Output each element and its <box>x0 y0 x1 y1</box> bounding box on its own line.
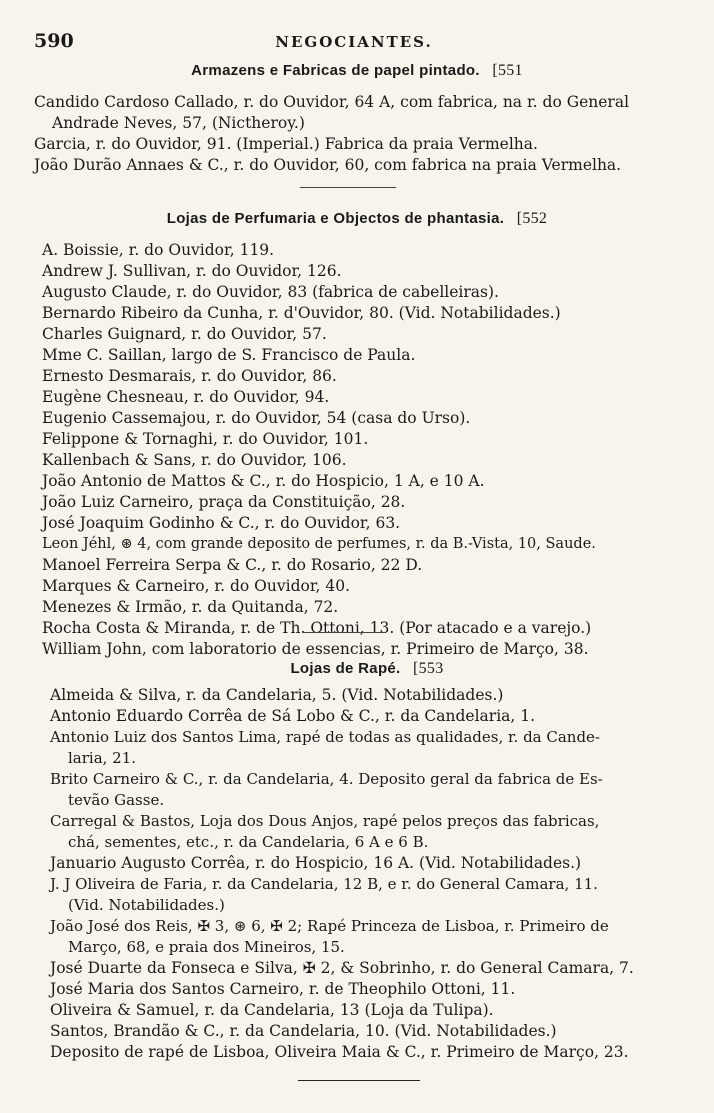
list-item <box>42 261 342 282</box>
entry-line: Januario Augusto Corrêa, r. do Hospicio, 16 A. (Vid. Notabilidades.) <box>50 854 582 872</box>
entry-line: Brito Carneiro & C., r. da Candelaria, 4. Deposito geral da fabrica de Es- <box>50 770 603 788</box>
entry-line: Bernardo Ribeiro da Cunha, r. d'Ouvidor, 80. (Vid. Notabilidades.) <box>42 304 561 322</box>
list-item <box>42 555 422 576</box>
entry-line-cont: (Vid. Notabilidades.) <box>68 896 225 914</box>
entry-line: Mme C. Saillan, largo de S. Francisco de Paula. <box>42 346 416 364</box>
list-item <box>50 916 609 958</box>
list-item <box>42 597 338 618</box>
end-divider <box>298 1080 420 1081</box>
entry-line: Menezes & Irmão, r. da Quitanda, 72. <box>42 598 339 616</box>
entry-line: Leon Jéhl, ⊛ 4, com grande deposito de perfumes, r. da B.-Vista, 10, Saude. <box>42 536 596 552</box>
list-item <box>50 1042 629 1063</box>
entry-line: J. J Oliveira de Faria, r. da Candelaria, 12 B, e r. do General Camara, 11. <box>50 875 598 893</box>
entry-line: Manoel Ferreira Serpa & C., r. do Rosario, 22 D. <box>42 556 423 574</box>
entry-line: Deposito de rapé de Lisboa, Oliveira Maia & C., r. Primeiro de Março, 23. <box>50 1043 629 1061</box>
list-item <box>42 345 415 366</box>
list-item <box>50 1021 557 1042</box>
section-number: [551 <box>492 62 523 79</box>
section-title-text: Lojas de Rapé. <box>290 660 401 677</box>
entry-line-cont: tevão Gasse. <box>68 791 165 809</box>
entry-line: Charles Guignard, r. do Ouvidor, 57. <box>42 325 327 343</box>
entry-line: Santos, Brandão & C., r. da Candelaria, 10. (Vid. Notabilidades.) <box>50 1022 557 1040</box>
entry-line: José Maria dos Santos Carneiro, r. de Theophilo Ottoni, 11. <box>50 980 516 998</box>
section-number: [552 <box>516 210 548 227</box>
list-item <box>50 727 600 769</box>
entry-line-cont: laria, 21. <box>68 749 137 767</box>
entry-line: Almeida & Silva, r. da Candelaria, 5. (Vid. Notabilidades.) <box>50 686 504 704</box>
list-item <box>50 685 503 706</box>
list-item <box>42 618 591 639</box>
list-item <box>42 534 596 555</box>
entry-line: Antonio Eduardo Corrêa de Sá Lobo & C., r. da Candelaria, 1. <box>50 707 536 725</box>
list-item <box>50 979 515 1000</box>
section-title-551 <box>0 62 714 80</box>
list-item <box>42 387 329 408</box>
list-item <box>42 282 499 303</box>
list-item <box>42 408 470 429</box>
running-title: NEGOCIANTES. <box>275 33 433 51</box>
entry-line: Eugène Chesneau, r. do Ouvidor, 94. <box>42 388 330 406</box>
list-item <box>50 958 634 979</box>
entry-line: Ernesto Desmarais, r. do Ouvidor, 86. <box>42 367 337 385</box>
entry-line: Kallenbach & Sans, r. do Ouvidor, 106. <box>42 451 347 469</box>
list-item <box>50 769 603 811</box>
entry-line-cont: chá, sementes, etc., r. da Candelaria, 6 A e 6 B. <box>68 833 429 851</box>
entry-line: Garcia, r. do Ouvidor, 91. (Imperial.) Fabrica da praia Vermelha. <box>34 135 538 153</box>
entry-line: Eugenio Cassemajou, r. do Ouvidor, 54 (casa do Urso). <box>42 409 471 427</box>
entry-line-cont: Março, 68, e praia dos Mineiros, 15. <box>68 938 345 956</box>
list-item <box>42 450 347 471</box>
section-title-553 <box>20 660 714 678</box>
list-item <box>42 240 274 261</box>
section-number: [553 <box>413 660 444 677</box>
page-header <box>34 30 674 56</box>
list-item <box>42 513 400 534</box>
entry-line: Felippone & Tornaghi, r. do Ouvidor, 101. <box>42 430 369 448</box>
section-title-text: Lojas de Perfumaria e Objectos de phantasia. <box>166 210 505 227</box>
list-item <box>34 155 621 176</box>
entry-line: Oliveira & Samuel, r. da Candelaria, 13 (Loja da Tulipa). <box>50 1001 494 1019</box>
list-item <box>34 92 629 134</box>
entry-line: Candido Cardoso Callado, r. do Ouvidor, 64 A, com fabrica, na r. do General <box>34 93 630 111</box>
entry-line: José Joaquim Godinho & C., r. do Ouvidor, 63. <box>42 514 401 532</box>
entry-line: José Duarte da Fonseca e Silva, ✠ 2, & Sobrinho, r. do General Camara, 7. <box>50 959 634 977</box>
section-divider <box>304 632 386 633</box>
entry-line: João José dos Reis, ✠ 3, ⊛ 6, ✠ 2; Rapé Princeza de Lisboa, r. Primeiro de <box>50 917 609 935</box>
list-item <box>42 429 368 450</box>
entry-line-cont: Andrade Neves, 57, (Nictheroy.) <box>52 114 305 132</box>
entry-line: Andrew J. Sullivan, r. do Ouvidor, 126. <box>42 262 342 280</box>
list-item <box>34 134 538 155</box>
list-item <box>42 639 589 660</box>
section-title-text: Armazens e Fabricas de papel pintado. <box>191 62 480 79</box>
section-divider <box>300 187 396 188</box>
entry-line: Rocha Costa & Miranda, r. de Th. Ottoni, 13. (Por atacado e a varejo.) <box>42 619 592 637</box>
entry-line: Augusto Claude, r. do Ouvidor, 83 (fabrica de cabelleiras). <box>42 283 499 301</box>
list-item <box>42 366 337 387</box>
list-item <box>42 471 485 492</box>
entry-line: William John, com laboratorio de essencias, r. Primeiro de Março, 38. <box>42 640 589 658</box>
page-number: 590 <box>34 30 74 52</box>
list-item <box>50 874 598 916</box>
entry-line: Antonio Luiz dos Santos Lima, rapé de todas as qualidades, r. da Cande- <box>50 728 601 746</box>
list-item <box>50 706 535 727</box>
entry-line: João Antonio de Mattos & C., r. do Hospicio, 1 A, e 10 A. <box>42 472 485 490</box>
list-item <box>42 576 350 597</box>
entry-line: A. Boissie, r. do Ouvidor, 119. <box>42 241 275 259</box>
list-item <box>50 1000 494 1021</box>
entry-line: Marques & Carneiro, r. do Ouvidor, 40. <box>42 577 351 595</box>
entry-line: João Luiz Carneiro, praça da Constituição, 28. <box>42 493 406 511</box>
list-item <box>50 811 599 853</box>
list-item <box>42 303 561 324</box>
entry-line: Carregal & Bastos, Loja dos Dous Anjos, rapé pelos preços das fabricas, <box>50 812 600 830</box>
list-item <box>50 853 581 874</box>
list-item <box>42 324 327 345</box>
list-item <box>42 492 405 513</box>
entry-line: João Durão Annaes & C., r. do Ouvidor, 60, com fabrica na praia Vermelha. <box>34 156 622 174</box>
section-title-552 <box>0 210 714 228</box>
